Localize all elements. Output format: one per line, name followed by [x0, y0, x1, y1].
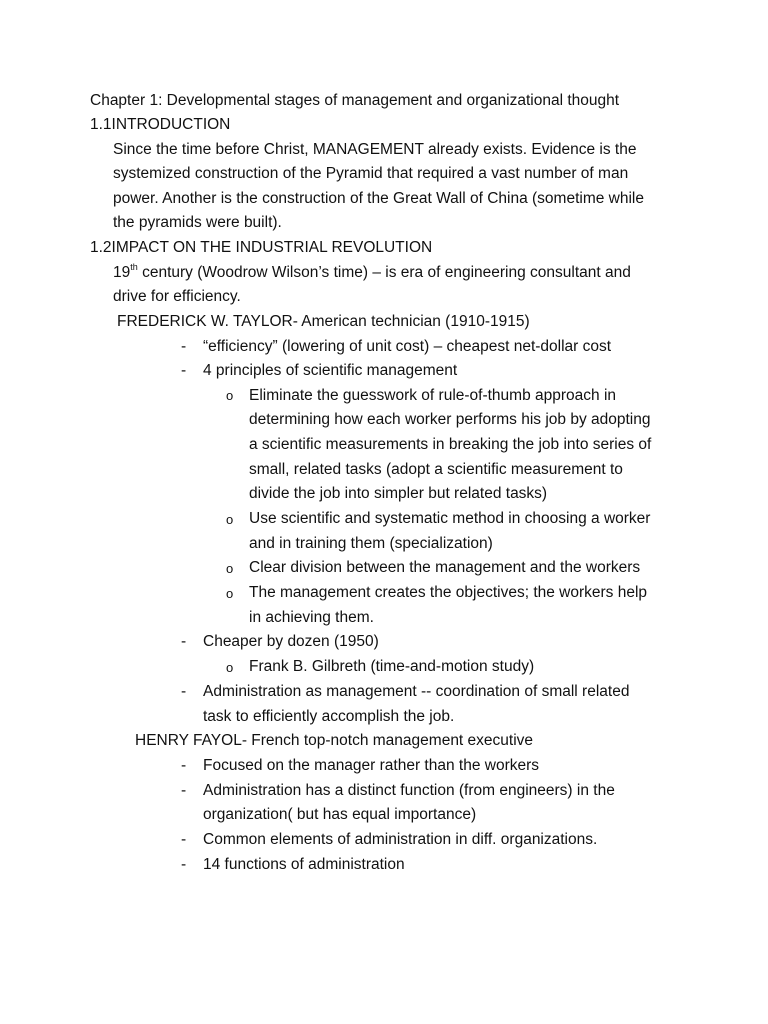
dash-marker: -	[181, 633, 187, 650]
dash-marker: -	[181, 757, 187, 774]
gilbreth-line: Frank B. Gilbreth (time-and-motion study)	[249, 658, 535, 675]
fayol-item: Administration has a distinct function (from engineers) in the	[203, 782, 615, 799]
dash-marker: -	[181, 782, 187, 799]
century-number: 19	[113, 264, 131, 281]
dash-marker: -	[181, 831, 187, 848]
section-heading-introduction: 1.1INTRODUCTION	[90, 116, 231, 133]
intro-paragraph-line: power. Another is the construction of the Great Wall of China (sometime while	[113, 190, 644, 207]
principle-line: Clear division between the management and the workers	[249, 559, 641, 576]
circle-bullet-icon: o	[226, 388, 234, 403]
fayol-item: organization( but has equal importance)	[203, 806, 477, 823]
industrial-paragraph-line	[113, 263, 631, 283]
principle-line: small, related tasks (adopt a scientific measurement to	[249, 461, 623, 478]
section-heading-industrial-revolution: 1.2IMPACT ON THE INDUSTRIAL REVOLUTION	[90, 239, 433, 256]
principle-line: The management creates the objectives; the workers help	[249, 584, 648, 601]
dash-marker: -	[181, 683, 187, 700]
taylor-item-cheaper-by-dozen: Cheaper by dozen (1950)	[203, 633, 379, 650]
circle-bullet-icon: o	[226, 561, 234, 576]
circle-bullet-icon: o	[226, 586, 234, 601]
principle-line: a scientific measurements in breaking the job into series of	[249, 436, 652, 453]
chapter-title: Chapter 1: Developmental stages of management and organizational thought	[90, 92, 620, 109]
industrial-paragraph-text: century (Woodrow Wilson’s time) – is era of engineering consultant and	[137, 264, 631, 281]
principle-line: Eliminate the guesswork of rule-of-thumb approach in	[249, 387, 617, 404]
taylor-item-efficiency: “efficiency” (lowering of unit cost) – cheapest net-dollar cost	[203, 338, 612, 355]
circle-bullet-icon: o	[226, 512, 234, 527]
dash-marker: -	[181, 362, 187, 379]
fayol-item: Focused on the manager rather than the workers	[203, 757, 540, 774]
intro-paragraph-line: the pyramids were built).	[113, 214, 282, 231]
principle-line: and in training them (specialization)	[249, 535, 493, 552]
fayol-item: Common elements of administration in diff. organizations.	[203, 831, 598, 848]
fayol-heading: HENRY FAYOL- French top-notch management executive	[135, 732, 534, 749]
taylor-item-principles: 4 principles of scientific management	[203, 362, 458, 379]
principle-line: Use scientific and systematic method in choosing a worker	[249, 510, 651, 527]
principle-line: divide the job into simpler but related tasks)	[249, 485, 548, 502]
century-suffix: th	[130, 261, 138, 272]
intro-paragraph-line: systemized construction of the Pyramid that required a vast number of man	[113, 165, 629, 182]
intro-paragraph-line: Since the time before Christ, MANAGEMENT already exists. Evidence is the	[113, 141, 637, 158]
principle-line: in achieving them.	[249, 609, 374, 626]
principle-line: determining how each worker performs his job by adopting	[249, 411, 651, 428]
taylor-heading: FREDERICK W. TAYLOR- American technician (1910-1915)	[117, 313, 530, 330]
dash-marker: -	[181, 856, 187, 873]
industrial-paragraph-line: drive for efficiency.	[113, 288, 241, 305]
taylor-item-administration: task to efficiently accomplish the job.	[203, 708, 455, 725]
fayol-item: 14 functions of administration	[203, 856, 405, 873]
taylor-item-administration: Administration as management -- coordination of small related	[203, 683, 630, 700]
dash-marker: -	[181, 338, 187, 355]
circle-bullet-icon: o	[226, 660, 234, 675]
